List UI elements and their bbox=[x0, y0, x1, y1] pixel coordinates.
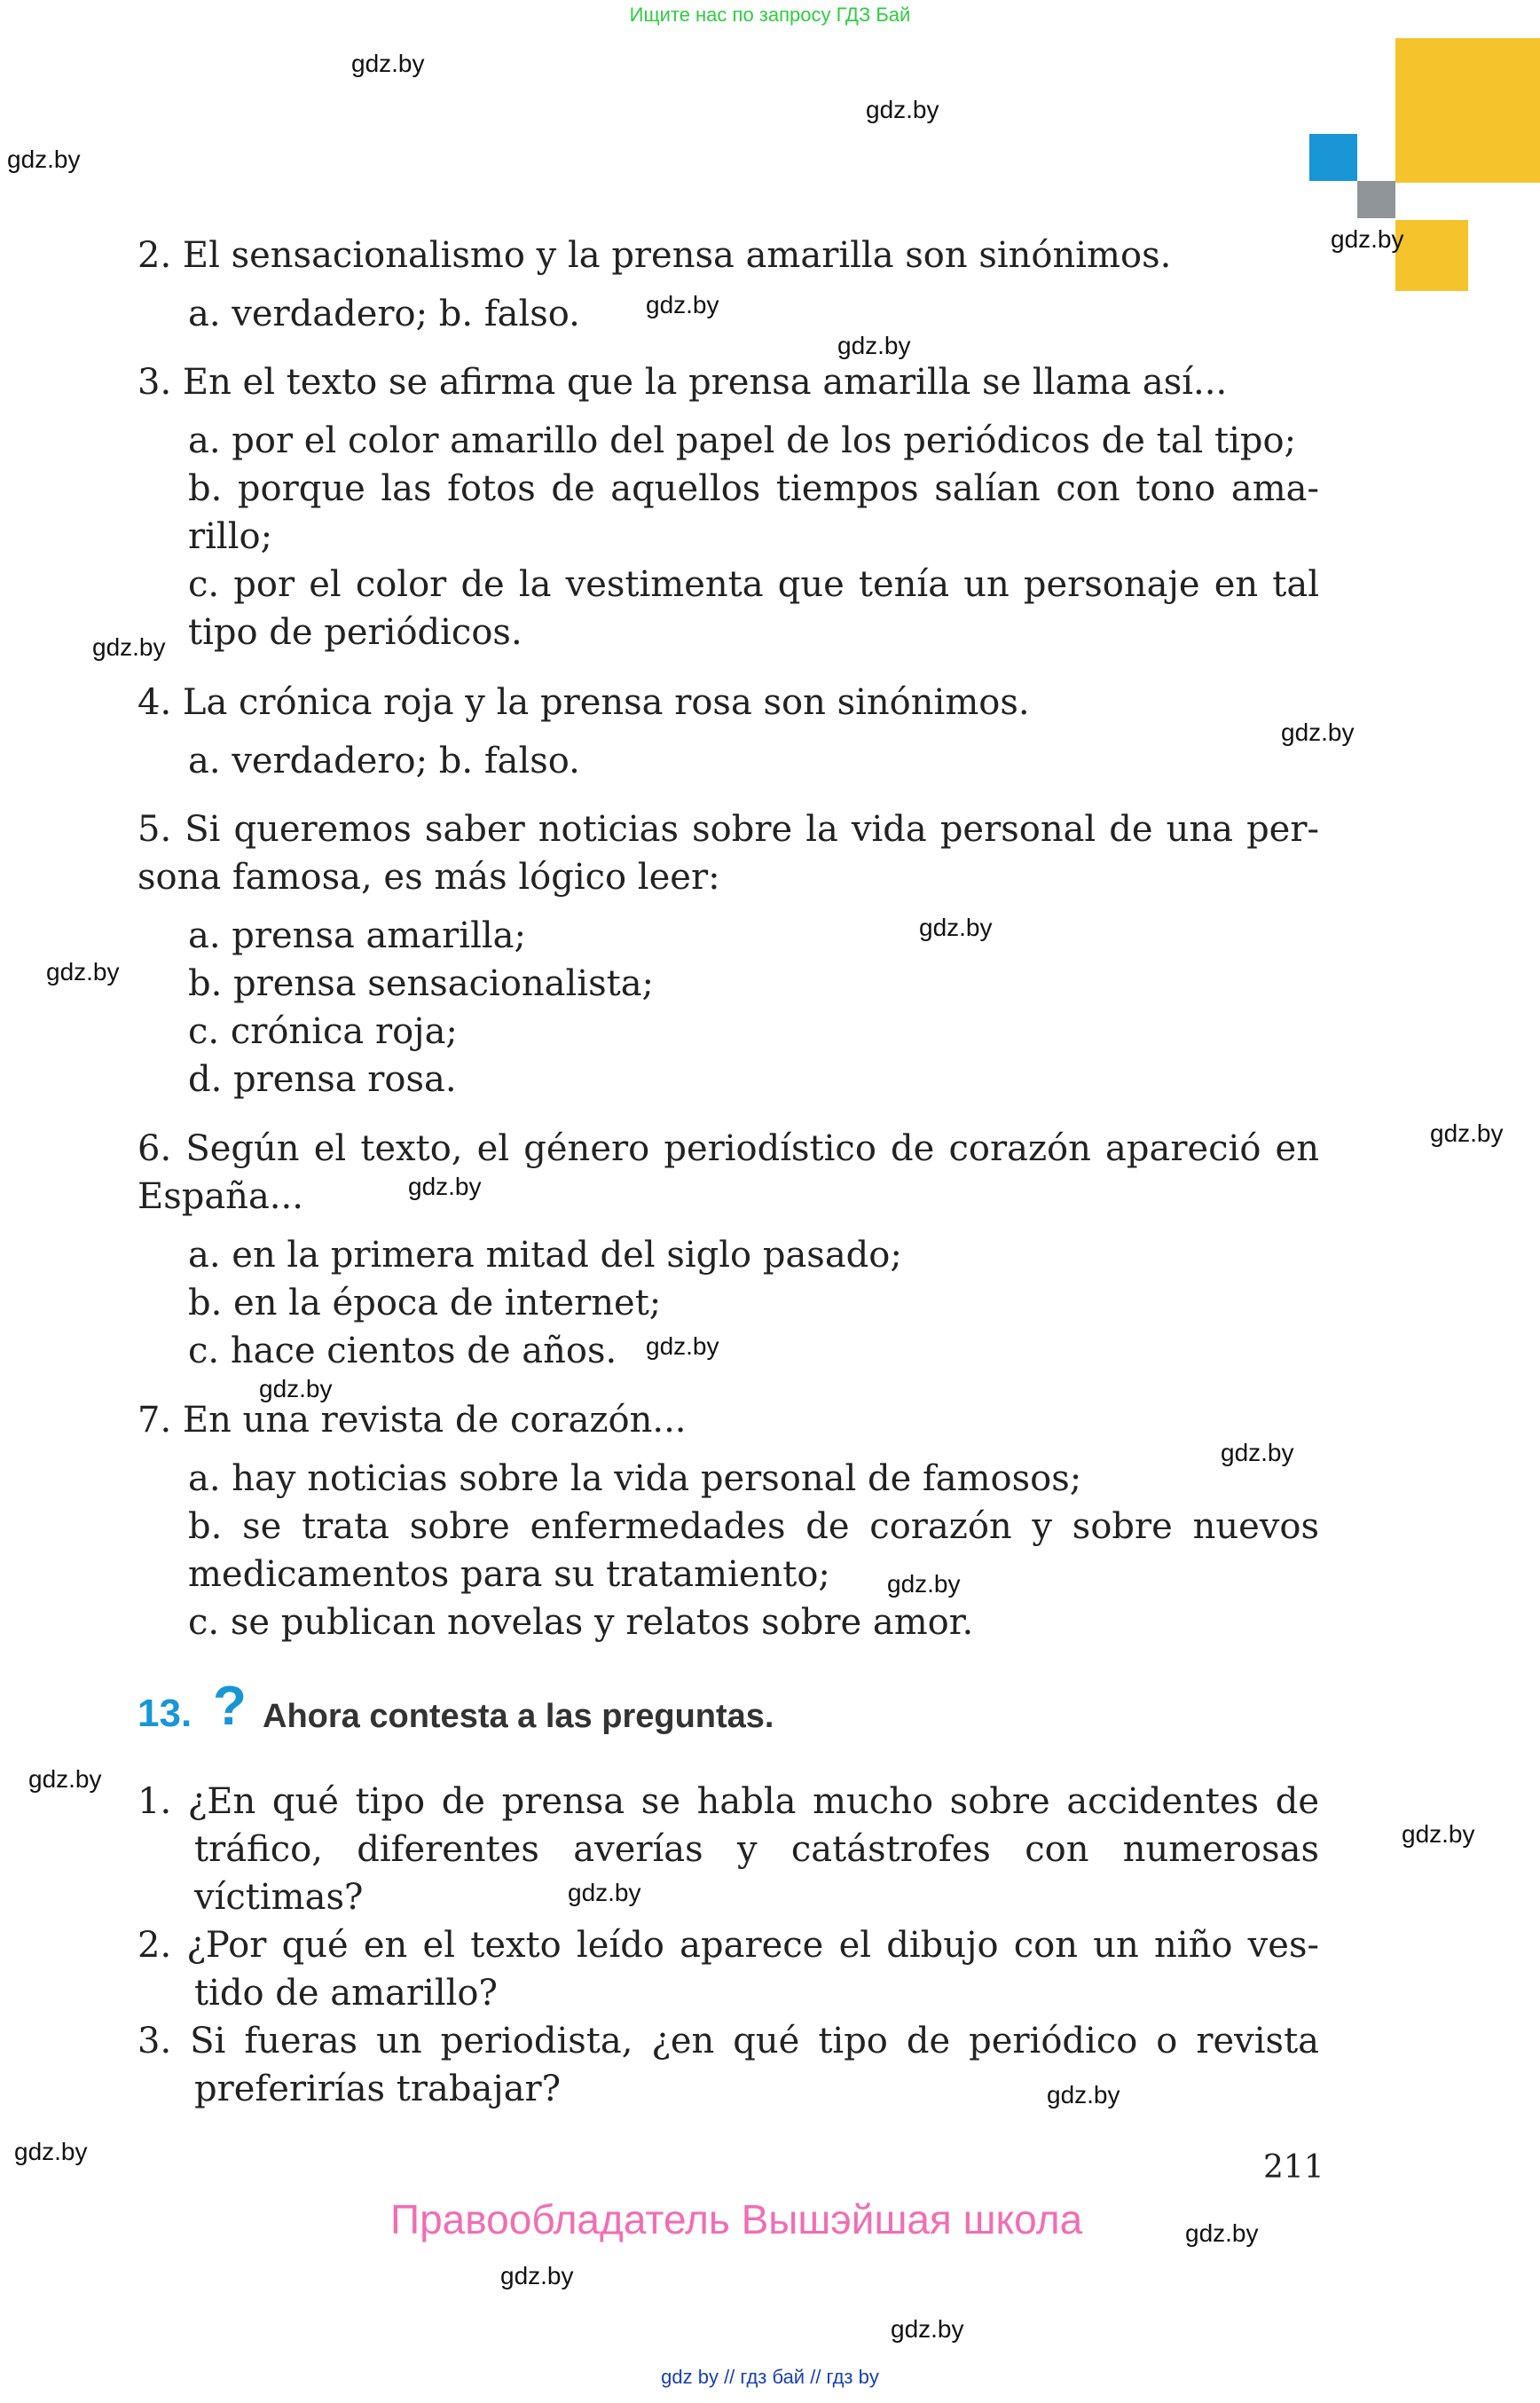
question-4: 4. La crónica roja y la prensa rosa son sinónimos. bbox=[138, 682, 1030, 723]
watermark: gdz.by bbox=[408, 1173, 482, 1200]
watermark: gdz.by bbox=[568, 1879, 641, 1906]
question-2-options: a. verdadero; b. falso. bbox=[188, 294, 580, 334]
question-5-line-2: sona famosa, es más lógico leer: bbox=[138, 857, 720, 898]
question-mark-icon: ? bbox=[213, 1676, 247, 1737]
option-3a: a. por el color amarillo del papel de los periódicos de tal tipo; bbox=[188, 420, 1297, 461]
question-6-line-1: 6. Según el texto, el género periodístico de corazón apareció en bbox=[138, 1128, 1319, 1169]
question-7: 7. En una revista de corazón... bbox=[138, 1400, 687, 1441]
watermark: gdz.by bbox=[92, 633, 166, 661]
watermark: gdz.by bbox=[1331, 225, 1404, 253]
option-5a: a. prensa amarilla; bbox=[188, 915, 526, 956]
exercise-q2-line-1: 2. ¿Por qué en el texto leído aparece el dibujo con un niño ves- bbox=[138, 1925, 1319, 1966]
question-6-line-2: España... bbox=[138, 1176, 303, 1217]
option-7b-cont: medicamentos para su tratamiento; bbox=[188, 1554, 830, 1595]
option-7c: c. se publican novelas y relatos sobre amor. bbox=[188, 1602, 974, 1643]
question-2: 2. El sensacionalismo y la prensa amarilla son sinónimos. bbox=[138, 235, 1172, 276]
watermark: gdz.by bbox=[259, 1375, 333, 1402]
question-4-options: a. verdadero; b. falso. bbox=[188, 741, 580, 781]
exercise-q3-line-1: 3. Si fueras un periodista, ¿en qué tipo de periódico o revista bbox=[138, 2021, 1319, 2061]
option-5d: d. prensa rosa. bbox=[188, 1059, 457, 1100]
exercise-number: 13. bbox=[138, 1692, 192, 1735]
decor-square-blue bbox=[1309, 134, 1357, 181]
watermark: gdz.by bbox=[351, 50, 425, 77]
watermark: gdz.by bbox=[14, 2138, 88, 2165]
watermark: gdz.by bbox=[646, 291, 719, 318]
option-6a: a. en la primera mitad del siglo pasado; bbox=[188, 1235, 902, 1276]
option-6b: b. en la época de internet; bbox=[188, 1283, 662, 1323]
watermark: gdz.by bbox=[500, 2262, 574, 2289]
exercise-q1-line-3: víctimas? bbox=[194, 1877, 364, 1918]
exercise-q3-line-2: preferirías trabajar? bbox=[194, 2069, 562, 2109]
watermark: gdz.by bbox=[1047, 2081, 1120, 2109]
copyright-notice: Правообладатель Вышэйшая школа bbox=[390, 2196, 1083, 2242]
option-3b: b. porque las fotos de aquellos tiempos salían con tono ama- bbox=[188, 468, 1319, 509]
watermark: gdz.by bbox=[1185, 2219, 1259, 2247]
option-3c: c. por el color de la vestimenta que tenía un personaje en tal bbox=[188, 564, 1319, 605]
watermark: gdz.by bbox=[887, 1570, 961, 1598]
decor-square-yellow-small bbox=[1395, 220, 1468, 291]
watermark: gdz.by bbox=[28, 1765, 102, 1793]
option-5c: c. crónica roja; bbox=[188, 1011, 458, 1052]
watermark: gdz.by bbox=[891, 2315, 964, 2343]
option-5b: b. prensa sensacionalista; bbox=[188, 963, 655, 1004]
watermark: gdz.by bbox=[1221, 1439, 1294, 1466]
watermark: gdz.by bbox=[7, 145, 81, 173]
option-6c: c. hace cientos de años. bbox=[188, 1331, 617, 1371]
watermark: gdz.by bbox=[46, 958, 120, 986]
watermark: gdz.by bbox=[1281, 719, 1355, 746]
option-3b-cont: rillo; bbox=[188, 516, 273, 557]
decor-square-yellow-large bbox=[1395, 38, 1540, 183]
question-3: 3. En el texto se afirma que la prensa amarilla se llama así... bbox=[138, 362, 1228, 403]
watermark: gdz.by bbox=[646, 1332, 719, 1360]
watermark: gdz.by bbox=[837, 332, 911, 359]
exercise-q1-line-2: tráfico, diferentes averías y catástrofes con numerosas bbox=[194, 1829, 1319, 1870]
option-3c-cont: tipo de periódicos. bbox=[188, 612, 522, 653]
exercise-title: Ahora contesta a las preguntas. bbox=[263, 1698, 774, 1735]
watermark: gdz.by bbox=[1402, 1820, 1475, 1848]
watermark: gdz.by bbox=[1430, 1119, 1504, 1147]
exercise-q2-line-2: tido de amarillo? bbox=[194, 1973, 498, 2014]
exercise-q1-line-1: 1. ¿En qué tipo de prensa se habla mucho sobre accidentes de bbox=[138, 1781, 1319, 1822]
top-banner[interactable]: Ищите нас по запросу ГДЗ Бай bbox=[629, 4, 911, 26]
option-7b: b. se trata sobre enfermedades de corazón y sobre nuevos bbox=[188, 1506, 1319, 1547]
decor-square-gray bbox=[1357, 181, 1395, 218]
question-5-line-1: 5. Si queremos saber noticias sobre la vida personal de una per- bbox=[138, 809, 1319, 850]
watermark: gdz.by bbox=[919, 914, 993, 941]
option-7a: a. hay noticias sobre la vida personal de famosos; bbox=[188, 1458, 1082, 1499]
watermark: gdz.by bbox=[866, 96, 939, 123]
footer-links[interactable]: gdz by // гдз бай // гдз by bbox=[661, 2366, 879, 2388]
page-number: 211 bbox=[1263, 2149, 1324, 2186]
